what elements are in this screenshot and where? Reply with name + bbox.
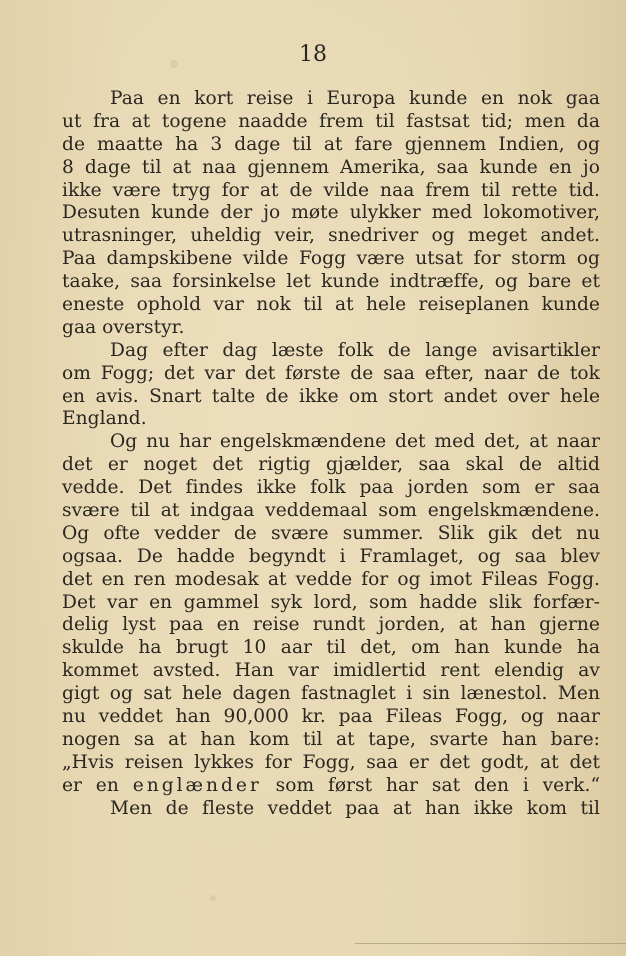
text-fragment: som først har sat den i verk.“ [275, 774, 601, 796]
text-line: kommet avsted. Han var imidlertid rent elendig av [62, 660, 600, 682]
text-line: ikke være tryg for at de vilde naa frem til rette tid. [62, 179, 600, 201]
text-line: det en ren modesak at vedde for og imot Fileas Fogg. [62, 568, 600, 590]
text-line: vedde. Det findes ikke folk paa jorden som er saa [62, 477, 600, 499]
text-line: eneste ophold var nok til at hele reiseplanen kunde [62, 294, 600, 316]
text-line: ut fra at togene naadde frem til fastsat tid; men da [62, 110, 600, 132]
text-line: svære til at indgaa veddemaal som engelskmændene. [62, 500, 600, 522]
text-line: nu veddet han 90,000 kr. paa Fileas Fogg, og naar [62, 706, 600, 728]
text-line: Paa dampskibene vilde Fogg være utsat for storm og [62, 248, 600, 270]
text-line: „Hvis reisen lykkes for Fogg, saa er det godt, at det [62, 751, 600, 773]
text-line: skulde ha brugt 10 aar til det, om han kunde ha [62, 637, 600, 659]
emphasized-word: englænder [132, 774, 262, 796]
text-line: det er noget det rigtig gjælder, saa skal de altid [62, 454, 600, 476]
text-line: gaa overstyr. [62, 316, 185, 338]
text-line: Paa en kort reise i Europa kunde en nok gaa [110, 88, 600, 109]
text-line: 8 dage til at naa gjennem Amerika, saa kunde en jo [62, 156, 600, 178]
bottom-rule [355, 943, 626, 944]
paper-stain [210, 895, 216, 901]
text-line: Og nu har engelskmændene det med det, at naar [110, 431, 600, 453]
page-number: 18 [299, 42, 327, 67]
text-line: om Fogg; det var det første de saa efter, naar de tok [62, 362, 600, 384]
text-fragment: er en [62, 774, 119, 796]
text-line: delig lyst paa en reise rundt jorden, at han gjerne [62, 614, 600, 636]
text-line: Desuten kunde der jo møte ulykker med lokomotiver, [62, 202, 600, 224]
text-line: ogsaa. De hadde begyndt i Framlaget, og saa blev [62, 545, 600, 567]
text-line: nogen sa at han kom til at tape, svarte han bare: [62, 728, 600, 750]
text-line: Det var en gammel syk lord, som hadde slik forfær- [62, 591, 600, 613]
text-line: utrasninger, uheldig veir, snedriver og meget andet. [62, 225, 600, 247]
text-line: Og ofte vedder de svære summer. Slik gik det nu [62, 522, 600, 544]
text-line: Dag efter dag læste folk de lange avisartikler [110, 339, 600, 361]
text-line: de maatte ha 3 dage til at fare gjennem Indien, og [62, 133, 600, 155]
body-text [62, 88, 600, 821]
text-line-spaced [62, 775, 600, 798]
text-line: Men de fleste veddet paa at han ikke kom til [110, 797, 600, 819]
text-line: England. [62, 408, 147, 430]
text-line: taake, saa forsinkelse let kunde indtræffe, og bare et [62, 271, 600, 293]
text-line: gigt og sat hele dagen fastnaglet i sin lænestol. Men [62, 683, 600, 705]
text-line: en avis. Snart talte de ikke om stort andet over hele [62, 385, 600, 407]
